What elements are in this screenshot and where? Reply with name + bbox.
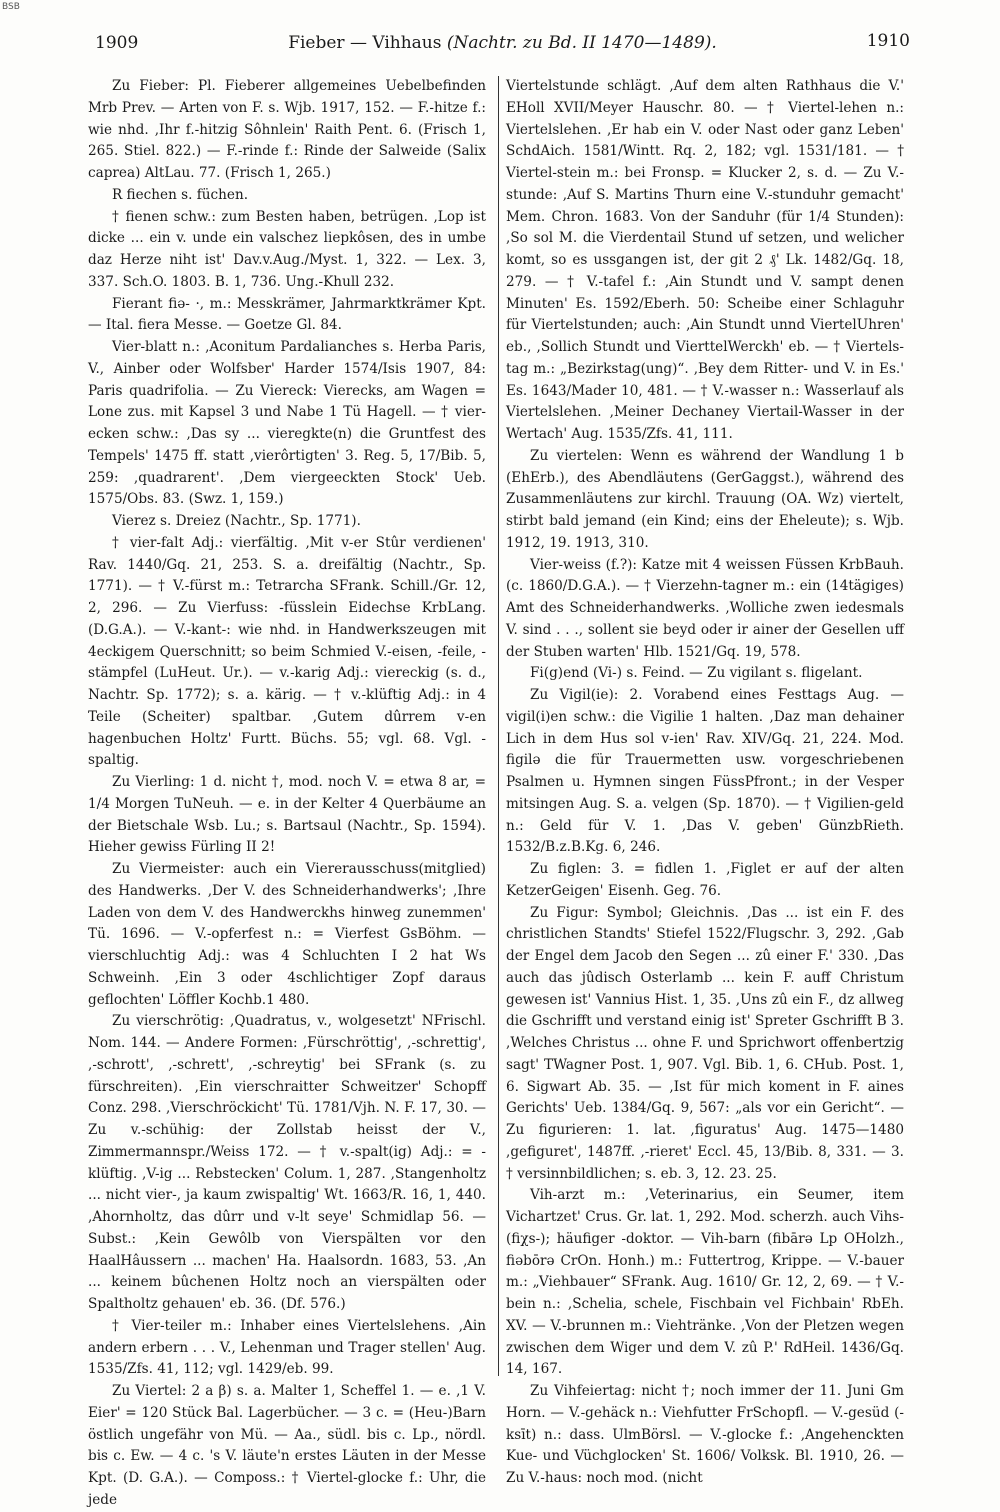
entry-paragraph: Zu viertelen: Wenn es während der Wandlung 1 b (EhErb.), des Abendläutens (GerGaggst.), während des Zusammenläutens zur kirchl. Trauung (OA. Wz) viertelt, stirbt bald jemand (ein Kind; eins der Eheleute); s. Wjb. 1912, 19. 1913, 310. xyxy=(506,447,904,551)
entry-paragraph: Zu Vierling: 1 d. nicht †, mod. noch V. = etwa 8 ar, = 1/4 Morgen TuNeuh. — e. in der Kelter 4 Querbäume an der Bietschale Wsb. Lu.; s. Bartsaul (Nachtr., Sp. 1594). Hieher gewiss Fürling II 2! xyxy=(88,774,486,856)
entry-paragraph: † vier-falt Adj.: vierfältig. ,Mit v-er Stûr verdienen' Rav. 1440/Gq. 21, 253. S. a. dreifältig (Nachtr., Sp. 1771). — † V.-fürst m.: Tetrarcha SFrank. Schill./Gr. 12, 2, 296. — Zu Vierfuss: -füsslein Eidechse KrbLang. (D.G.A.). — V.-kant-: wie nhd. in Handwerkszeugen mit 4eckigem Querschnitt; so beim Schmied V.-eisen, -feile, -stämpfel (LuHeut. Ur.). — v.-karig Adj.: viereckig (s. d., Nachtr. Sp. 1772); s. a. kärig. — † v.-klüftig Adj.: in 4 Teile (Scheiter) spaltbar. ,Gutem dûrrem v-en hagenbuchen Holtz' Furtt. Büchs. 55; vgl. 68. Vgl. -spaltig. xyxy=(88,534,486,769)
entry-paragraph: Fierant fiə- ·, m.: Messkrämer, Jahrmarktkrämer Kpt. — Ital. fiera Messe. — Goetze Gl. 84. xyxy=(88,295,486,334)
entry-paragraph: Zu Figur: Symbol; Gleichnis. ,Das ... ist ein F. des christlichen Standts' Stiefel 1522/Flugschr. 3, 292. ,Gab der Engel dem Jacob den Segen ... zû einer F.' 330. ,Das auch das jûdisch Osterlamb ... kein F. auff Christum gewesen ist' Vannius Hist. 1, 35. ,Uns zû ein F., dz allweg die Gschrifft und verstand einig ist' Spreter Gschrifft B 3. ,Welches Christus ... ohne F. und Sprichwort offenbertzig sagt' TWagner Post. 1, 907. Vgl. Bib. 1, 6. CHub. Post. 1, 6. Sigwart Ab. 35. — ,Ist für mich koment in F. aines Gerichts' Ueb. 1384/Gq. 9, 567: „als vor ein Gericht“. — Zu figurieren: 1. lat. ,figuratus' Aug. 1475—1480 ,gefiguret', 1487ff. ,-rieret' Eccl. 45, 13/Bib. 8, 331. — 3. † versinnbildlichen; s. eb. 3, 12. 23. 25. xyxy=(506,904,904,1182)
entry-paragraph: R fiechen s. füchen. xyxy=(112,186,249,203)
entry-paragraph: Fi(g)end (Vi-) s. Feind. — Zu vigilant s. fligelant. xyxy=(530,665,863,682)
entry-paragraph: Viertelstunde schlägt. ,Auf dem alten Rathhaus die V.' EHoll XVII/Meyer Hauschr. 80. — † Viertel-lehen n.: Viertelslehen. ,Er hab ein V. oder Nast oder ganz Leben' SchdAich. 1581/Wintt. Rq. 2, 182; vgl. 1531/181. — † Viertel-stein m.: bei Fronsp. = Klucker 2, s. d. — Zu V.-stunde: ,Auf S. Martins Thurn eine V.-stunduhr gemacht' Mem. Chron. 1683. Von der Sanduhr (für 1/4 Stunden): ,So sol M. die Vierdentail Stund uf setzen, und welicher komt, so es ussgangen ist, der git 2 ₰' Lk. 1482/Gq. 18, 279. — † V.-tafel f.: ,Ain Stundt und V. sampt denen Minuten' Es. 1592/Eberh. 50: Scheibe einer Schlaguhr für Viertelstunden; auch: ,Ain Stundt unnd ViertelUhren' eb., ,Sollich Stundt und VierttelWerckh' eb. — † Viertels-tag m.: „Bezirkstag(ung)“. ,Bey dem Ritter- und V. in Es.' Es. 1643/Mader 10, 481. — † V.-wasser n.: Wasserlauf als Viertelslehen. ,Meiner Dechaney Viertail-Wasser in der Wertach' Aug. 1535/Zfs. 41, 111. xyxy=(506,78,904,442)
entry-paragraph: Vierez s. Dreiez (Nachtr., Sp. 1771). xyxy=(112,513,361,529)
header-title: Fieber — Vihhaus xyxy=(288,33,442,53)
entry-paragraph: Zu Fieber: Pl. Fieberer allgemeines Uebelbefinden Mrb Prev. — Arten von F. s. Wjb. 1917, 152. — F.-hitze f.: wie nhd. ,Ihr f.-hitzig Sôhnlein' Raith Pent. 6. (Frisch 1, 265. Stiel. 822.) — F.-rinde f.: Rinde der Salweide (Salix caprea) AltLau. 77. (Frisch 1, 265.) xyxy=(88,78,486,181)
page-number-left: 1909 xyxy=(95,33,139,53)
entry-paragraph: Zu Viertel: 2 a β) s. a. Malter 1, Scheffel 1. — e. ,1 V. Eier' = 120 Stück Bal. Lagerbücher. — 3 c. = (Heu-)Barn östlich ungefähr von Mü. — Aa., südl. bis c. Lp., nördl. bis c. Ew. — 4 c. 's V. läute'n erstes Läuten in der Messe Kpt. (D. G.A.). — Composs.: † Viertel-glocke f.: Uhr, die jede xyxy=(88,1383,486,1508)
entry-paragraph: Vier-blatt n.: ,Aconitum Pardalianches s. Herba Paris, V., Ainber oder Wolfsber' Harder 1574/Isis 1907, 84: Paris quadrifolia. — Zu Viereck: Vierecks, am Wagen = Lone zus. mit Kapsel 3 und Nabe 1 Tü Hagell. — † vier-ecken schw.: ,Das sy ... vieregkte(n) die Gruntfest des Tempels' 1475 ff. statt ,vierôrtigten' 3. Reg. 5, 17/Bib. 5, 259: ,quadrarent'. ,Dem viergeeckten Stock' Ueb. 1575/Obs. 83. (Swz. 1, 159.) xyxy=(88,339,486,508)
entry-paragraph: † fienen schw.: zum Besten haben, betrügen. ,Lop ist dicke ... ein v. unde ein valschez liepkôsen, des in umbe daz Herze niht ist' Dav.v.Aug./Myst. 1, 322. — Lex. 3, 337. Sch.O. 1803. B. 1, 736. Ung.-Khull 232. xyxy=(88,208,486,290)
header-subtitle: (Nachtr. zu Bd. II 1470—1489). xyxy=(446,33,717,53)
column-divider xyxy=(498,76,499,1376)
right-column xyxy=(506,76,904,1486)
page-number-right: 1910 xyxy=(866,31,910,51)
entry-paragraph: Zu Viermeister: auch ein Viererausschuss(mitglied) des Handwerks. ,Der V. des Schneiderhandwerks'; ,Ihre Laden von dem V. des Handwerckhs hinweg zunemmen' Tü. 1696. — V.-opferfest n.: = Vierfest GsBöhm. — vierschluchtig Adj.: was 4 Schluchten I 2 hat Ws Schweinh. ,Ein 3 oder 4schlichtiger Zopf daraus geflochten' Löffler Kochb.1 480. xyxy=(88,861,486,1008)
entry-paragraph: Zu vierschrötig: ,Quadratus, v., wolgesetzt' NFrischl. Nom. 144. — Andere Formen: ,Fürschröttig', ,-schrettig', ,-schrott', ,-schrett', ,-schreytig' bei SFrank (s. zu fürschreiten). ,Ein vierschraitter Schweitzer' Schopff Conz. 298. ,Vierschröckicht' Tü. 1781/Vjh. N. F. 17, 30. — Zu v.-schühig: der Zollstab heisst der V., Zimmermannspr./Weiss 172. — † v.-spalt(ig) Adj.: = -klüftig. ,V-ig ... Rebstecken' Colum. 1, 287. ,Stangenholtz ... nicht vier-, ja kaum zwispaltig' Wt. 1663/R. 16, 1, 440. ,Ahornholtz, das dûrr und v-lt seye' Schmidlap 56. — Subst.: ,Kein Gewôlb von Vierspälten vor den HaalHâussern ... machen' Ha. Haalsordn. 1683, 53. ,An ... keinem bûchenen Holtz noch an vierspälten oder Spaltholtz gehauen' eb. 36. (Df. 576.) xyxy=(88,1013,486,1312)
entry-paragraph: Vier-weiss (f.?): Katze mit 4 weissen Füssen KrbBauh. (c. 1860/D.G.A.). — † Vierzehn-tagner m.: ein (14tägiges) Amt des Schneiderhandwerks. ,Wolliche zwen iedesmals V. sind . . ., sollent sie beyd oder ir ainer der Gesellen uff der Stuben warten' Hlb. 1521/Gq. 19, 578. xyxy=(506,556,904,660)
entry-paragraph: Vih-arzt m.: ,Veterinarius, ein Seumer, item Vichartzet' Crus. Gr. lat. 1, 292. Mod. scherzh. auch Vihs- (fiχs-); häufiger -doktor. — Vih-barn (fibārə Lp OHolzh., fiəbōrə CrOn. Honh.) m.: Futtertrog, Krippe. — V.-bauer m.: „Viehbauer“ SFrank. Aug. 1610/ Gr. 12, 2, 69. — † V.-bein n.: ,Schelia, schele, Fischbain vel Fichbain' RbEh. XV. — V.-brunnen m.: Viehtränke. ,Von der Pletzen wegen zwischen dem Wiger und dem V. zû P.' RdHeil. 1436/Gq. 14, 167. xyxy=(506,1187,904,1378)
entry-paragraph: Zu Vihfeiertag: nicht †; noch immer der 11. Juni Gm Horn. — V.-gehäck n.: Viehfutter FrSchopfl. — V.-gesüd (-ksīt) n.: dass. UlmBörsl. — V.-glocke f.: ,Angehenckten Kue- und Vüchglocken' St. 1606/ Volksk. Bl. 1910, 26. — Zu V.-haus: noch mod. (nicht xyxy=(506,1383,904,1486)
library-stamp: BSB xyxy=(2,2,20,12)
running-header xyxy=(95,32,910,56)
entry-paragraph: † Vier-teiler m.: Inhaber eines Viertelslehens. ,Ain andern erbern . . . V., Lehenman und Trager stellen' Aug. 1535/Zfs. 41, 112; vgl. 1429/eb. 99. xyxy=(88,1317,486,1378)
entry-paragraph: Zu figlen: 3. = fidlen 1. ,Figlet er auf der alten KetzerGeigen' Eisenh. Geg. 76. xyxy=(506,861,904,899)
left-column xyxy=(88,76,486,1508)
header-title-line xyxy=(95,32,910,54)
entry-paragraph: Zu Vigil(ie): 2. Vorabend eines Festtags Aug. — vigil(i)en schw.: die Vigilie 1 halten. ,Daz man dehainer Lich in dem Hus sol v-ien' Rav. XIV/Gq. 21, 224. Mod. figilə die für Trauermetten usw. vorgeschriebenen Psalmen u. Hymnen singen FüssPfront.; in der Vesper mitsingen Aug. S. a. velgen (Sp. 1870). — † Vigilien-geld n.: Geld für V. 1. ,Das V. geben' GünzbRieth. 1532/B.z.B.Kg. 6, 246. xyxy=(506,687,904,856)
